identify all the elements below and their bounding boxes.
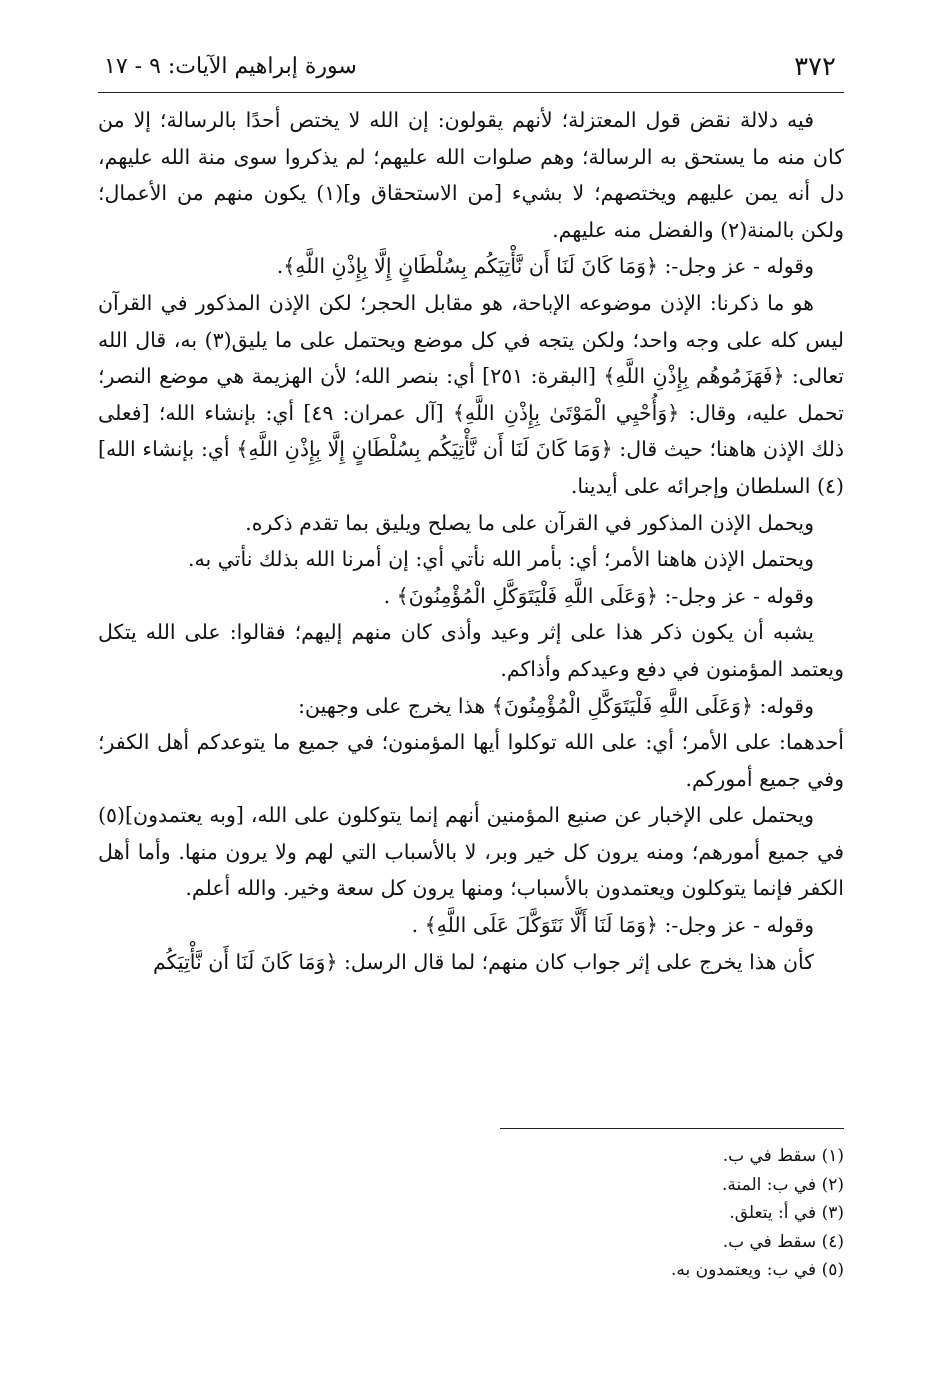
footnotes xyxy=(444,1142,844,1285)
paragraph: كأن هذا يخرج على إثر جواب كان منهم؛ لما قال الرسل: ﴿وَمَا كَانَ لَنَا أَن نَّأْتِيَكُم xyxy=(152,949,814,974)
footnote: (٥) في ب: ويعتمدون به. xyxy=(670,1260,844,1280)
paragraph: ويحمل الإذن المذكور في القرآن على ما يصلح ويليق بما تقدم ذكره. xyxy=(245,510,814,535)
paragraph: فيه دلالة نقض قول المعتزلة؛ لأنهم يقولون: إن الله لا يختص أحدًا بالرسالة؛ إلا من كان منه ما يستحق به الرسالة؛ وهم صلوات الله عليهم؛ لم يذكروا سوى منة الله عليهم، دل أنه يمن عليهم ويختصهم؛ لا بشيء [من الاستحقاق و](١) يكون منهم من الأعمال؛ ولكن بالمنة(٢) والفضل منه عليهم. xyxy=(98,108,844,242)
paragraph: يشبه أن يكون ذكر هذا على إثر وعيد وأذى كان منهم إليهم؛ فقالوا: على الله يتكل ويعتمد المؤمنون في دفع وعيدكم وأذاكم. xyxy=(98,620,844,681)
page-header xyxy=(98,40,844,93)
paragraph: ويحتمل على الإخبار عن صنيع المؤمنين أنهم إنما يتوكلون على الله، [وبه يعتمدون](٥) في جميع أمورهم؛ ومنه يرون كل خير وبر، لا بالأسباب التي لهم ولا يرون منها. وأما أهل الكفر فإنما يتوكلون ويعتمدون بالأسباب؛ ومنها يرون كل سعة وخير. والله أعلم. xyxy=(98,803,844,901)
running-title: سورة إبراهيم الآيات: ٩ - ١٧ xyxy=(104,54,357,79)
paragraph: وقوله - عز وجل-: ﴿وَعَلَى اللَّهِ فَلْيَتَوَكَّلِ الْمُؤْمِنُونَ﴾ . xyxy=(383,583,814,608)
paragraph: وقوله - عز وجل-: ﴿وَمَا كَانَ لَنَا أَن نَّأْتِيَكُم بِسُلْطَانٍ إِلَّا بِإِذْنِ اللَّهِ﴾. xyxy=(276,254,814,279)
paragraph: وقوله - عز وجل-: ﴿وَمَا لَنَا أَلَّا نَتَوَكَّلَ عَلَى اللَّهِ﴾ . xyxy=(411,913,814,938)
page-number: ٣٧٢ xyxy=(794,52,836,82)
footnote: (١) سقط في ب. xyxy=(722,1146,844,1166)
footnote: (٤) سقط في ب. xyxy=(722,1231,844,1252)
paragraph: ويحتمل الإذن هاهنا الأمر؛ أي: بأمر الله نأتي أي: إن أمرنا الله بذلك نأتي به. xyxy=(187,547,814,572)
main-text xyxy=(98,102,844,980)
footnote: (٣) في أ: يتعلق. xyxy=(729,1203,844,1223)
paragraph: وقوله: ﴿وَعَلَى اللَّهِ فَلْيَتَوَكَّلِ الْمُؤْمِنُونَ﴾ هذا يخرج على وجهين: xyxy=(298,693,814,718)
paragraph: هو ما ذكرنا: الإذن موضوعه الإباحة، هو مقابل الحجر؛ لكن الإذن المذكور في القرآن ليس كله على وجه واحد؛ ولكن يتجه في كل موضع ويحتمل على ما يليق(٣) به، قال الله تعالى: ﴿فَهَزَمُوهُم بِإِذْنِ اللَّهِ﴾ [البقرة: ٢٥١] أي: بنصر الله؛ لأن الهزيمة هي موضع النصر؛ تحمل عليه، وقال: ﴿وَأُحْيِي الْمَوْتَىٰ بِإِذْنِ اللَّهِ﴾ [آل عمران: ٤٩] أي: بإنشاء الله؛ [فعلى ذلك الإذن هاهنا؛ حيث قال: ﴿وَمَا كَانَ لَنَا أَن نَّأْتِيَكُم بِسُلْطَانٍ إِلَّا بِإِذْنِ اللَّهِ﴾ أي: بإنشاء الله](٤) السلطان وإجرائه على أيدينا. xyxy=(98,290,844,498)
footnote: (٢) في ب: المنة. xyxy=(721,1174,844,1195)
paragraph: أحدهما: على الأمر؛ أي: على الله توكلوا أيها المؤمنون؛ في جميع ما يتوعدكم أهل الكفر؛ وفي جميع أموركم. xyxy=(98,730,844,791)
footnote-separator xyxy=(500,1128,844,1129)
